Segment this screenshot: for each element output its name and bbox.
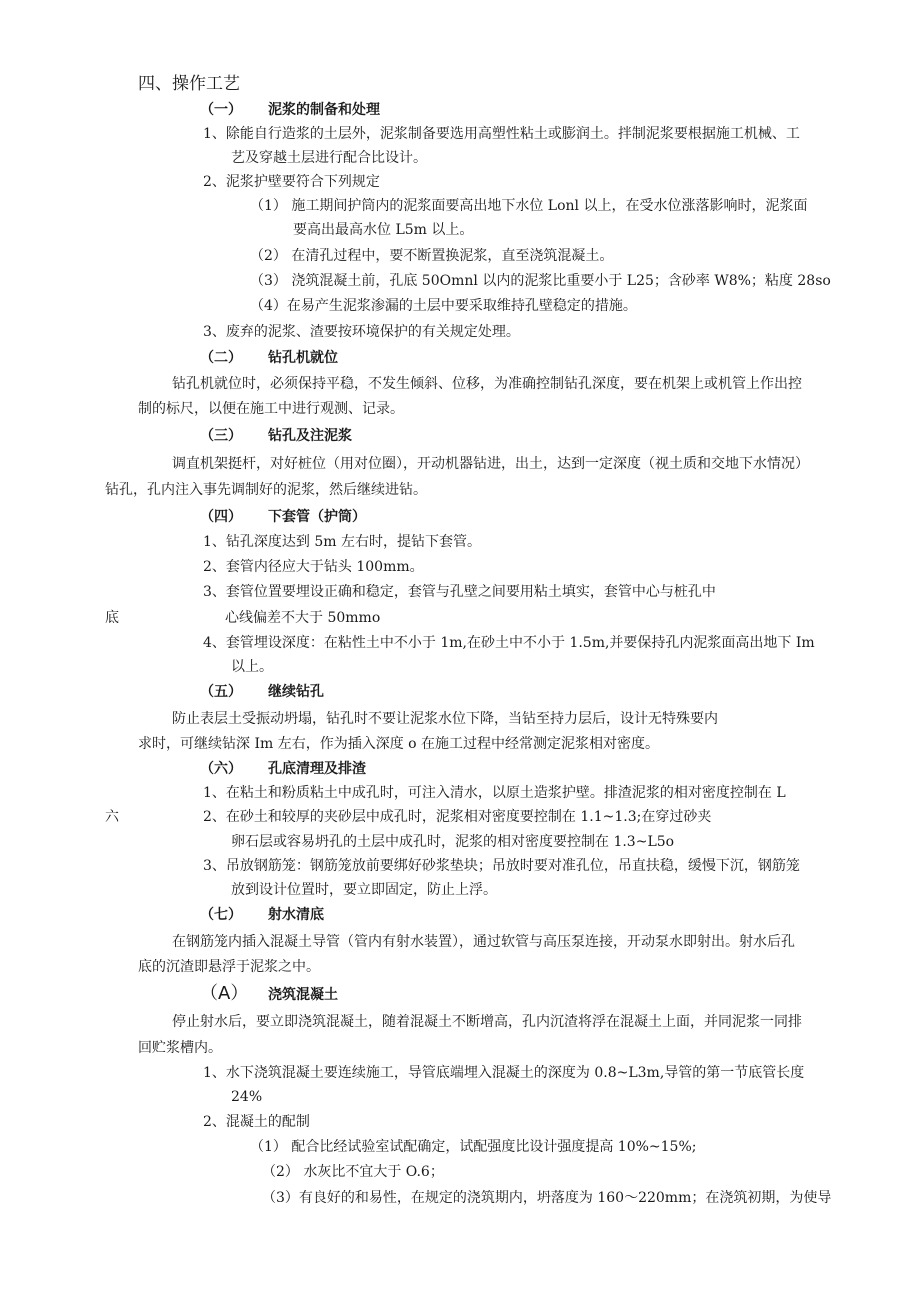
margin-note: 底	[105, 610, 119, 626]
section-number: （六）	[200, 761, 242, 777]
section-title-text: 钻孔机就位	[268, 350, 338, 366]
body-line: 回贮浆槽内。	[138, 1040, 222, 1056]
section-title	[200, 427, 352, 445]
section-title	[200, 508, 366, 526]
body-line: 2、泥浆护壁要符合下列规定	[203, 174, 380, 190]
body-line: 以上。	[231, 659, 273, 675]
body-line: （2） 水灰比不宜大于 O.6；	[262, 1164, 444, 1180]
body-line: （3） 浇筑混凝土前，孔底 50Omnl 以内的泥浆比重要小于 L25；含砂率 W8%；粘度 28so	[250, 273, 831, 289]
body-line: 1、除能自行造浆的土层外，泥浆制备要选用高塑性粘土或膨润土。拌制泥浆要根据施工机械、工	[203, 126, 800, 142]
section-number: （二）	[200, 350, 242, 366]
section-title	[200, 906, 324, 924]
body-line: 卵石层或容易坍孔的土层中成孔时，泥浆的相对密度要控制在 1.3~L5o	[231, 834, 675, 850]
section-number: （五）	[200, 684, 242, 700]
body-line: 心线偏差不大于 50mmo	[225, 610, 381, 626]
section-title-text: 钻孔及注泥浆	[268, 428, 352, 444]
section-title-text: 射水清底	[268, 907, 324, 923]
section-number: （一）	[200, 102, 242, 118]
body-line: 1、钻孔深度达到 5m 左右时，提钻下套管。	[203, 534, 481, 550]
body-line: 3、废弃的泥浆、渣要按环境保护的有关规定处理。	[203, 324, 520, 340]
section-title-text: 继续钻孔	[268, 684, 324, 700]
body-line: 1、在粘土和粉质粘土中成孔时，可注入清水，以原土造浆护壁。排渣泥浆的相对密度控制在 L	[203, 785, 786, 801]
body-line: 3、吊放钢筋笼：钢筋笼放前要绑好砂浆垫块；吊放时要对准孔位，吊直扶稳，缓慢下沉，钢筋笼	[203, 858, 800, 874]
section-title	[200, 683, 324, 701]
body-line: 3、套管位置要埋设正确和稳定，套管与孔壁之间要用粘土填实，套管中心与桩孔中	[203, 584, 716, 600]
section-title	[200, 349, 338, 367]
section-title-text: 泥浆的制备和处理	[268, 102, 380, 118]
section-number: （七）	[200, 907, 242, 923]
section-title-text: 下套管（护筒）	[268, 509, 366, 525]
body-line: 制的标尺，以便在施工中进行观测、记录。	[138, 401, 404, 417]
section-title	[200, 101, 380, 119]
body-line: （3）有良好的和易性，在规定的浇筑期内，坍落度为 160～220mm；在浇筑初期，为使导	[262, 1190, 832, 1206]
section-title	[200, 760, 366, 778]
body-line: 钻孔机就位时，必须保持平稳，不发生倾斜、位移，为准确控制钻孔深度，要在机架上或机管上作出控	[172, 376, 802, 392]
body-line: 停止射水后，要立即浇筑混凝土，随着混凝土不断增高，孔内沉渣将浮在混凝土上面，并同泥浆一同排	[172, 1014, 802, 1030]
body-line: 2、在砂土和较厚的夹砂层中成孔时，泥浆相对密度要控制在 1.1~1.3;在穿过砂夹	[203, 809, 712, 825]
body-line: 调直机架挺杆，对好桩位（用对位圈），开动机器钻进，出土，达到一定深度（视土质和交地下水情况）	[172, 456, 809, 472]
body-line: 艺及穿越土层进行配合比设计。	[231, 150, 427, 166]
body-line: 底的沉渣即悬浮于泥浆之中。	[138, 959, 320, 975]
section-title-text: 孔底清理及排渣	[268, 761, 366, 777]
body-line: 在钢筋笼内插入混凝土导管（管内有射水装置），通过软管与高压泵连接，开动泵水即射出。射水后孔	[172, 934, 795, 950]
section-title	[200, 985, 338, 1004]
body-line: 1、水下浇筑混凝土要连续施工，导管底端埋入混凝土的深度为 0.8~L3m,导管的第一节底管长度	[203, 1065, 805, 1081]
body-line: 24%	[231, 1089, 263, 1105]
section-number: （三）	[200, 428, 242, 444]
body-line: 放到设计位置时，要立即固定，防止上浮。	[231, 882, 497, 898]
section-number: （A）	[200, 983, 249, 1004]
body-line: （1） 配合比经试验室试配确定，试配强度比设计强度提高 10%~15%;	[250, 1139, 697, 1155]
section-title-text: 浇筑混凝土	[268, 987, 338, 1003]
body-line: （2） 在清孔过程中，要不断置换泥浆，直至浇筑混凝土。	[250, 248, 614, 264]
body-line: 4、套管埋设深度：在粘性土中不小于 1m,在砂土中不小于 1.5m,并要保持孔内泥浆面高出地下 Im	[203, 635, 815, 651]
body-line: 2、套管内径应大于钻头 100mm。	[203, 559, 424, 575]
body-line: 钻孔，孔内注入事先调制好的泥浆，然后继续进钻。	[105, 482, 427, 498]
body-line: 2、混凝土的配制	[203, 1114, 310, 1130]
body-line: （1） 施工期间护筒内的泥浆面要高出地下水位 Lonl 以上，在受水位涨落影响时，泥浆面	[250, 198, 808, 214]
body-line: 防止表层土受振动坍塌，钻孔时不要让泥浆水位下降，当钻至持力层后，设计无特殊要内	[172, 711, 718, 727]
section-heading: 四、操作工艺	[138, 74, 240, 94]
body-line: 要高出最高水位 L5m 以上。	[293, 222, 474, 238]
section-number: （四）	[200, 509, 242, 525]
body-line: 求时，可继续钻深 Im 左右，作为插入深度 o 在施工过程中经常测定泥浆相对密度。	[138, 736, 660, 752]
margin-note: 六	[105, 809, 119, 825]
body-line: （4）在易产生泥浆渗漏的土层中要采取维持孔壁稳定的措施。	[250, 298, 637, 314]
